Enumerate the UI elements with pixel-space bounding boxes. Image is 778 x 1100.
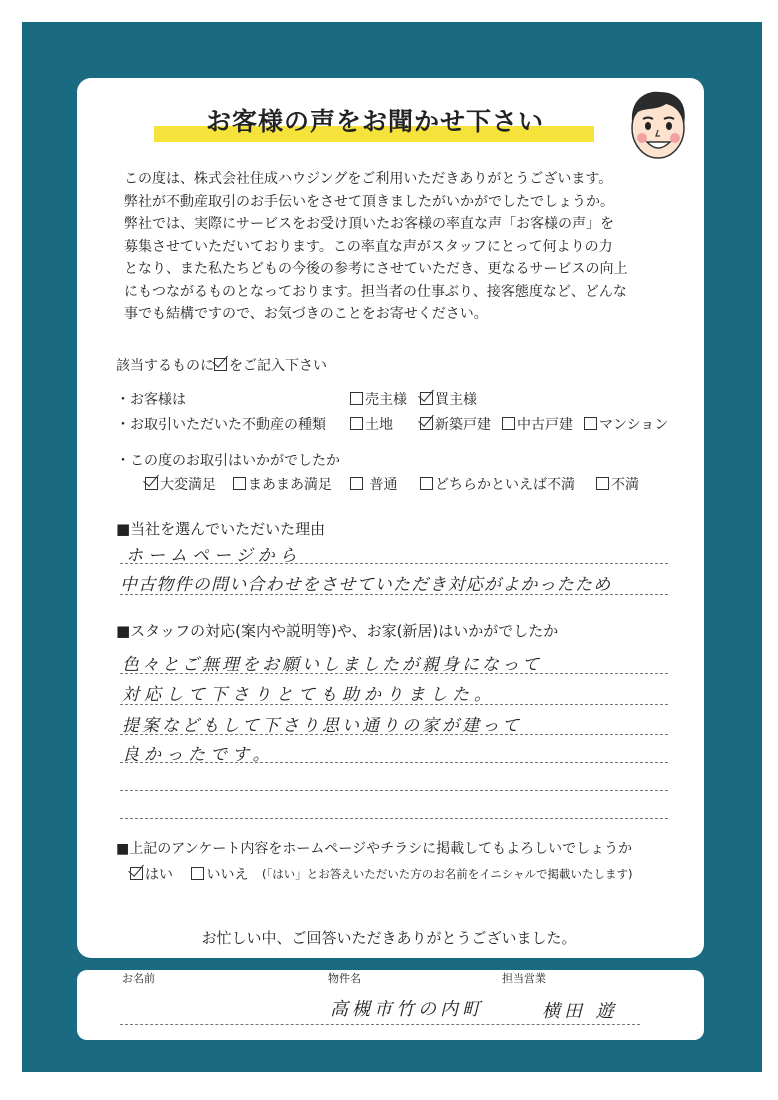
- checkbox-land[interactable]: [350, 417, 363, 430]
- answer-line: [120, 734, 668, 735]
- reason-answer-line: ホームページから: [126, 546, 302, 566]
- checkbox-sample: [214, 358, 227, 371]
- property-name-value: 高槻市竹の内町: [330, 999, 484, 1020]
- option-normal[interactable]: 普通: [350, 474, 397, 494]
- checkbox-yes[interactable]: [130, 867, 143, 880]
- page-title: [150, 104, 600, 144]
- checkbox-used-house[interactable]: [502, 417, 515, 430]
- smiling-man-face-icon: [618, 84, 698, 164]
- intro-line: にもつながるものとなっております。担当者の仕事ぶり、接客態度など、どんな: [124, 283, 627, 300]
- checkbox-very-satisfied[interactable]: [145, 477, 158, 490]
- footer-line: [120, 1024, 640, 1025]
- checkbox-mansion[interactable]: [584, 417, 597, 430]
- checkbox-somewhat-satisfied[interactable]: [233, 477, 246, 490]
- option-seller[interactable]: 売主様: [350, 389, 407, 409]
- intro-line: となり、また私たちどもの今後の参考にさせていただき、更なるサービスの向上: [124, 261, 628, 277]
- intro-line: 弊社が不動産取引のお手伝いをさせて頂きましたがいかがでしたでしょうか。: [124, 193, 614, 210]
- answer-line: [120, 762, 668, 763]
- customer-type-label: ・お客様は: [116, 392, 186, 408]
- staff-heading: ■スタッフの対応(案内や説明等)や、お家(新居)はいかがでしたか: [116, 622, 559, 640]
- checkbox-buyer[interactable]: [420, 392, 433, 405]
- name-label: お名前: [122, 972, 155, 985]
- sales-staff-label: 担当営業: [502, 972, 546, 985]
- staff-answer-line: 良かったです。: [122, 745, 275, 765]
- option-new-house[interactable]: 新築戸建: [420, 414, 491, 434]
- intro-line: 弊社では、実際にサービスをお受け頂いたお客様の率直な声「お客様の声」を: [124, 216, 614, 232]
- permission-heading: ■上記のアンケート内容をホームページやチラシに掲載してもよろしいでしょうか: [116, 841, 633, 857]
- answer-line: [120, 563, 668, 564]
- satisfaction-label: ・この度のお取引はいかがでしたか: [116, 453, 340, 469]
- option-buyer[interactable]: 買主様: [420, 389, 477, 409]
- option-somewhat-dissatisfied[interactable]: どちらかといえば不満: [420, 474, 575, 494]
- staff-answer-line: 提案などもして下さり思い通りの家が建って: [122, 716, 522, 736]
- reason-answer-line: 中古物件の問い合わせをさせていただき対応がよかったため: [120, 575, 612, 595]
- permission-options: [130, 864, 248, 884]
- reason-heading: ■当社を選んでいただいた理由: [116, 520, 326, 538]
- intro-paragraph: [124, 168, 684, 326]
- property-name-label: 物件名: [328, 972, 361, 985]
- checkbox-new-house[interactable]: [420, 417, 433, 430]
- option-used-house[interactable]: 中古戸建: [502, 414, 573, 434]
- option-very-satisfied[interactable]: 大変満足: [145, 474, 216, 494]
- title-text: お客様の声をお聞かせ下さい: [205, 107, 544, 136]
- intro-line: 事でも結構ですので、お気づきのことをお寄せください。: [124, 306, 488, 322]
- intro-line: 募集させていただいております。この率直な声がスタッフにとって何よりの力: [124, 238, 613, 255]
- property-type-label: ・お取引いただいた不動産の種類: [116, 417, 326, 433]
- option-land[interactable]: 土地: [350, 414, 393, 434]
- answer-line: [120, 673, 668, 674]
- option-dissatisfied[interactable]: 不満: [596, 474, 639, 494]
- checkbox-seller[interactable]: [350, 392, 363, 405]
- option-somewhat-satisfied[interactable]: まあまあ満足: [233, 474, 332, 494]
- permission-note: (「はい」とお答えいただいた方のお名前をイニシャルで掲載いたします): [262, 867, 633, 881]
- sales-staff-value: 横田 遊: [542, 1001, 618, 1022]
- answer-line: [120, 818, 668, 819]
- option-yes[interactable]: はい: [130, 867, 173, 883]
- intro-line: この度は、株式会社住成ハウジングをご利用いただきありがとうございます。: [124, 171, 613, 187]
- thanks-message: お忙しい中、ご回答いただきありがとうございました。: [201, 929, 577, 947]
- checkbox-dissatisfied[interactable]: [596, 477, 609, 490]
- checkbox-somewhat-dissatisfied[interactable]: [420, 477, 433, 490]
- option-no[interactable]: いいえ: [191, 867, 248, 883]
- checkbox-normal[interactable]: [350, 477, 363, 490]
- check-instruction: 該当するものに をご記入下さい: [116, 358, 327, 374]
- checkbox-no[interactable]: [191, 867, 204, 880]
- answer-line: [120, 790, 668, 791]
- staff-answer-line: 対応して下さりとても助かりました。: [122, 685, 496, 705]
- answer-line: [120, 704, 668, 705]
- answer-line: [120, 594, 668, 595]
- option-mansion[interactable]: マンション: [584, 414, 668, 434]
- staff-answer-line: 色々とご無理をお願いしましたが親身になって: [122, 655, 542, 675]
